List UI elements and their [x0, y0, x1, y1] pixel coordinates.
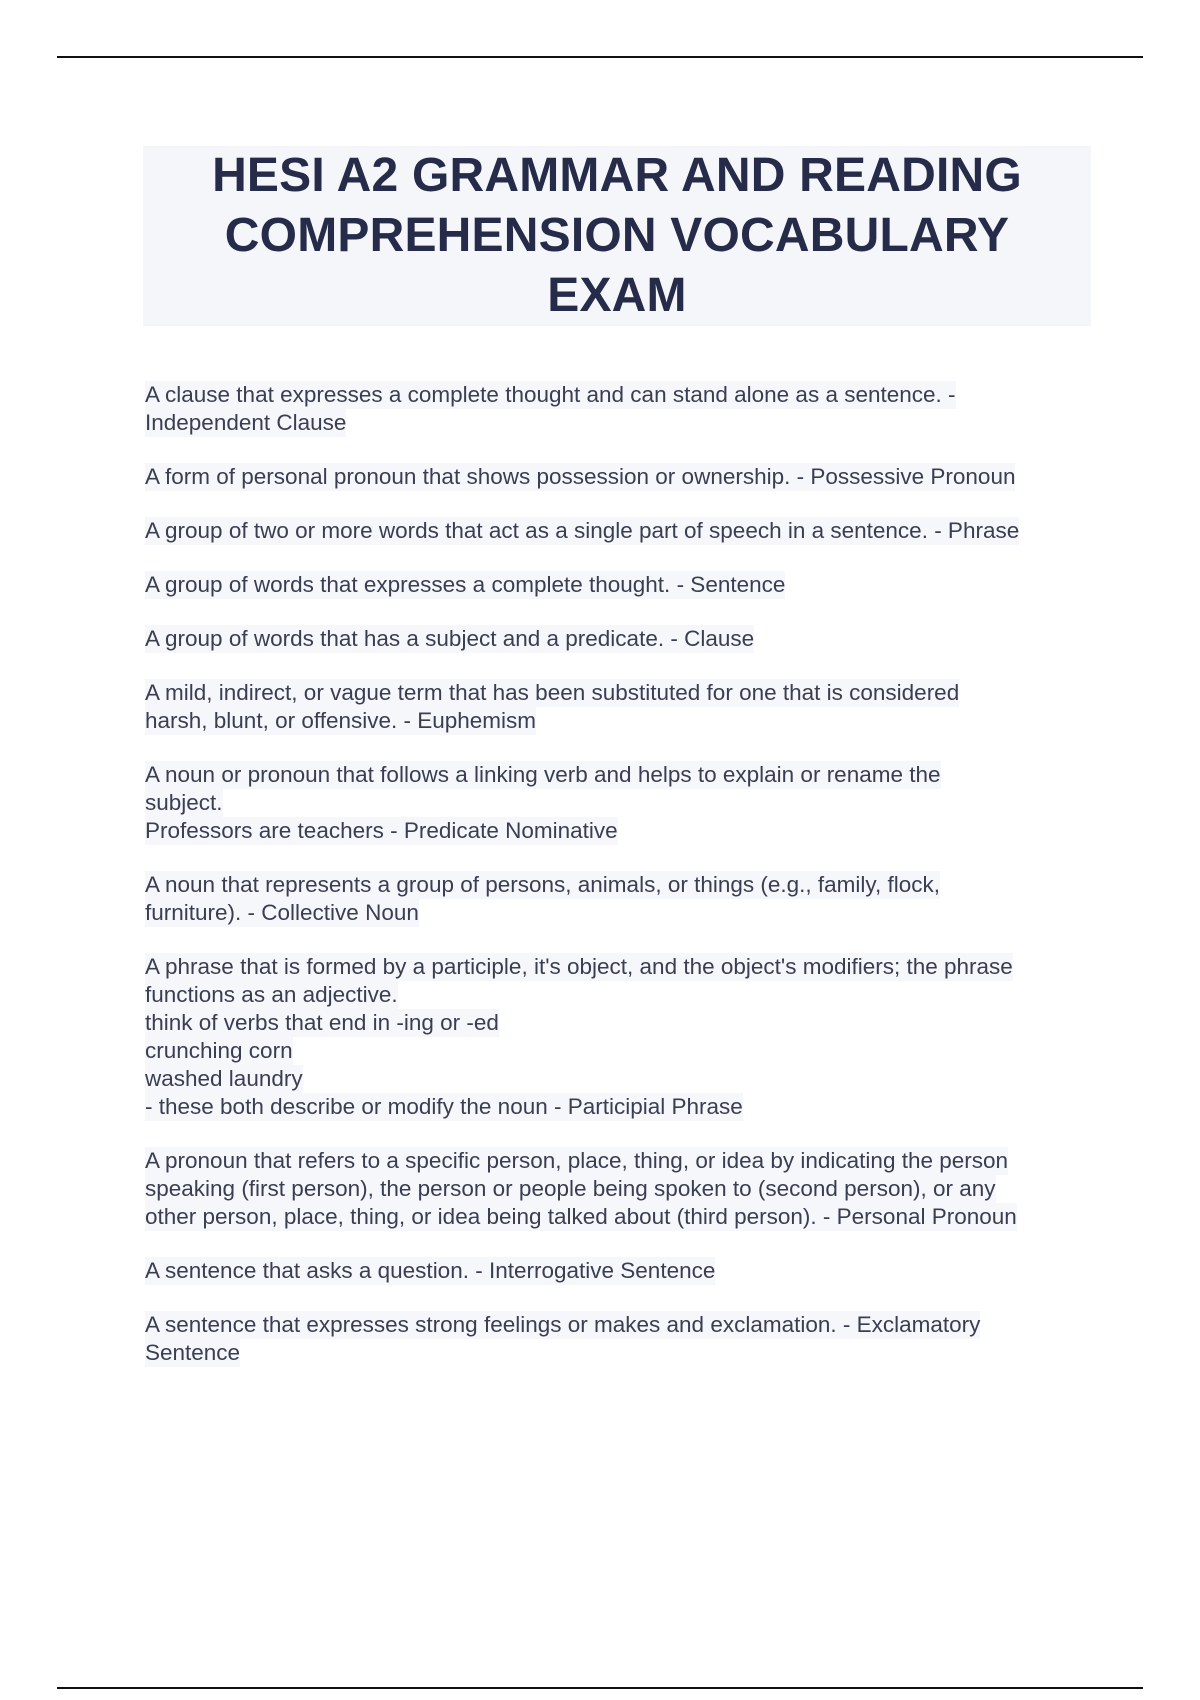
entry-line: Independent Clause: [145, 410, 347, 435]
entry-line: harsh, blunt, or offensive. - Euphemism: [145, 708, 537, 733]
entry-line: A sentence that asks a question. - Interrogative Sentence: [145, 1258, 716, 1283]
document-title: [212, 146, 1022, 326]
entry-line: think of verbs that end in -ing or -ed: [145, 1010, 499, 1035]
vocabulary-list: [145, 381, 1095, 1393]
vocabulary-entry: [145, 679, 1095, 735]
entry-line: subject.: [145, 790, 223, 815]
title-line: COMPREHENSION VOCABULARY: [224, 209, 1010, 262]
bottom-rule: [57, 1687, 1143, 1689]
entry-line: A form of personal pronoun that shows possession or ownership. - Possessive Pronoun: [145, 464, 1016, 489]
entry-line: A group of words that expresses a complete thought. - Sentence: [145, 572, 786, 597]
vocabulary-entry: [145, 953, 1095, 1121]
vocabulary-entry: [145, 381, 1095, 437]
entry-line: A group of two or more words that act as a single part of speech in a sentence. - Phrase: [145, 518, 1020, 543]
entry-line: A noun that represents a group of persons, animals, or things (e.g., family, flock,: [145, 872, 940, 897]
entry-line: - these both describe or modify the noun - Participial Phrase: [145, 1094, 743, 1119]
vocabulary-entry: [145, 871, 1095, 927]
entry-line: Sentence: [145, 1340, 241, 1365]
vocabulary-entry: [145, 761, 1095, 845]
vocabulary-entry: [145, 1257, 1095, 1285]
entry-line: crunching corn: [145, 1038, 293, 1063]
entry-line: A mild, indirect, or vague term that has been substituted for one that is considered: [145, 680, 960, 705]
entry-line: A clause that expresses a complete thought and can stand alone as a sentence. -: [145, 382, 956, 407]
entry-line: speaking (first person), the person or people being spoken to (second person), or any: [145, 1176, 996, 1201]
title-line: HESI A2 GRAMMAR AND READING: [212, 149, 1022, 202]
entry-line: A pronoun that refers to a specific person, place, thing, or idea by indicating the person: [145, 1148, 1009, 1173]
entry-line: A group of words that has a subject and a predicate. - Clause: [145, 626, 755, 651]
vocabulary-entry: [145, 517, 1095, 545]
entry-line: A sentence that expresses strong feelings or makes and exclamation. - Exclamatory: [145, 1312, 981, 1337]
entry-line: Professors are teachers - Predicate Nominative: [145, 818, 618, 843]
vocabulary-entry: [145, 463, 1095, 491]
entry-line: A noun or pronoun that follows a linking verb and helps to explain or rename the: [145, 762, 941, 787]
entry-line: furniture). - Collective Noun: [145, 900, 419, 925]
vocabulary-entry: [145, 1311, 1095, 1367]
vocabulary-entry: [145, 571, 1095, 599]
entry-line: functions as an adjective.: [145, 982, 398, 1007]
vocabulary-entry: [145, 1147, 1095, 1231]
title-block: [143, 146, 1091, 326]
top-rule: [57, 56, 1143, 58]
entry-line: washed laundry: [145, 1066, 303, 1091]
entry-line: other person, place, thing, or idea being talked about (third person). - Personal Pronoun: [145, 1204, 1017, 1229]
entry-line: A phrase that is formed by a participle, it's object, and the object's modifiers; the phrase: [145, 954, 1013, 979]
vocabulary-entry: [145, 625, 1095, 653]
title-line: EXAM: [547, 269, 687, 322]
